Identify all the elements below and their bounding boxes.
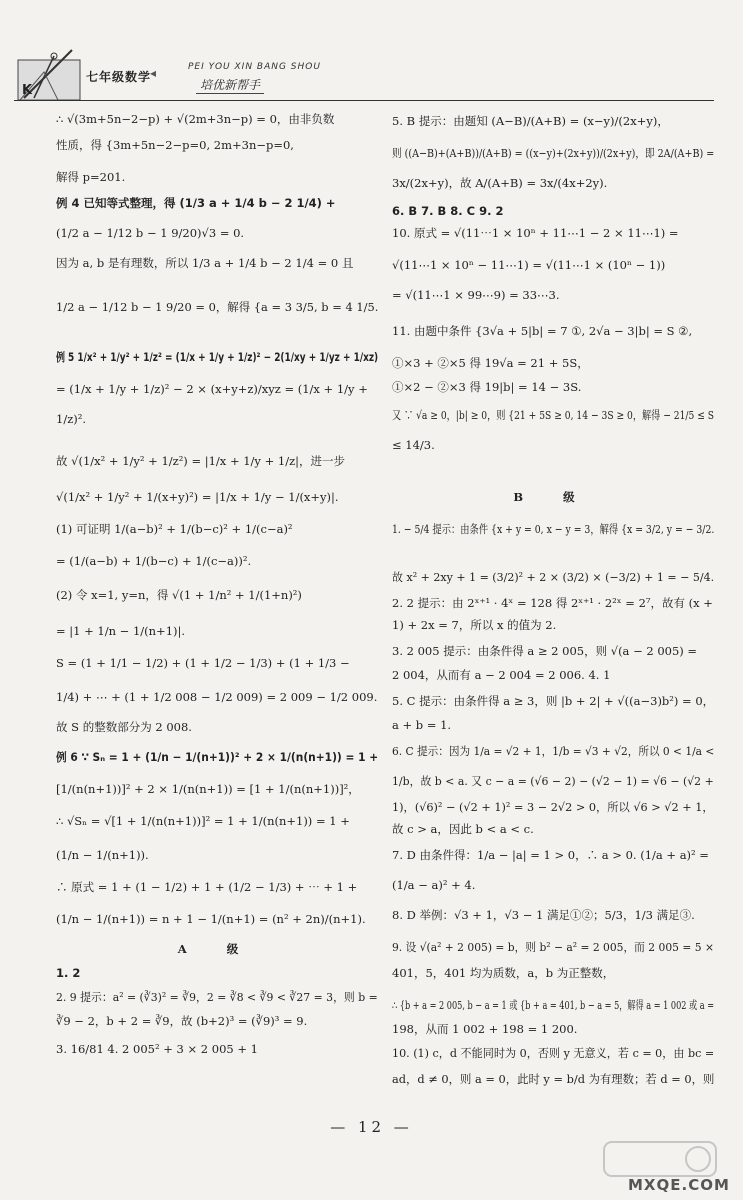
page-number: — 12 — [330, 1118, 413, 1136]
series-pinyin: PEI YOU XIN BANG SHOU [188, 62, 321, 72]
text-line: 又 ∵ √a ≥ 0，|b| ≥ 0，则 {21 + 5S ≥ 0, 14 − 3S ≥ 0，解得 − 21/5 ≤ S [392, 408, 715, 422]
grade-label: 七年级数学 [86, 70, 152, 84]
section-title-a: A 级 [177, 942, 257, 956]
text-line: 5. C 提示：由条件得 a ≥ 3，则 |b + 2| + √((a−3)b²) = 0， [392, 694, 715, 708]
text-line: 7. D 由条件得：1/a − |a| = 1 > 0，∴ a > 0. (1/a + a)² = [392, 848, 709, 862]
text-line: 1) + 2x = 7，所以 x 的值为 2. [392, 618, 557, 632]
text-line: [1/(n(n+1))]² + 2 × 1/(n(n+1)) = [1 + 1/(n(n+1))]²， [56, 782, 360, 796]
text-line: 1/2 a − 1/12 b − 1 9/20 = 0，解得 {a = 3 3/5, b = 4 1/5. [56, 300, 379, 314]
text-line: (1/2 a − 1/12 b − 1 9/20)√3 = 0. [56, 226, 245, 240]
text-line: ∛9 − 2，b + 2 = ∛9，故 (b+2)³ = (∛9)³ = 9. [56, 1014, 308, 1028]
text-line: 则 ((A−B)+(A+B))/(A+B) = ((x−y)+(2x+y))/(2x+y)，即 2A/(A+B) = [392, 146, 715, 160]
text-line: √(11⋯1 × 10ⁿ − 11⋯1) = √(11⋯1 × (10ⁿ − 1)) [392, 258, 666, 272]
page-header [14, 44, 714, 110]
text-line: S = (1 + 1/1 − 1/2) + (1 + 1/2 − 1/3) + (1 + 1/3 − [56, 656, 350, 670]
text-line: 例 5 1/x² + 1/y² + 1/z² = (1/x + 1/y + 1/z)² − 2(1/xy + 1/yz + 1/xz) [56, 350, 379, 364]
section-title-b: B 级 [513, 490, 593, 504]
text-line: ①×3 + ②×5 得 19√a = 21 + 5S， [392, 356, 589, 370]
series-title: 培优新帮手 [196, 76, 264, 94]
text-line: (2) 令 x=1, y=n，得 √(1 + 1/n² + 1/(1+n)²) [56, 588, 302, 602]
text-line: 1. − 5/4 提示：由条件 {x + y = 0, x − y = 3，解得 {x = 3/2, y = − 3/2. [392, 522, 715, 536]
header-arrow-icon: ◂ [150, 66, 157, 80]
text-line: (1) 可证明 1/(a−b)² + 1/(b−c)² + 1/(c−a)² [56, 522, 293, 536]
text-line: 故 x² + 2xy + 1 = (3/2)² + 2 × (3/2) × (−3/2) + 1 = − 5/4. [392, 570, 715, 584]
text-line: 2. 9 提示：a² = (∛3)² = ∛9，2 = ∛8 < ∛9 < ∛27 = 3，则 b = [56, 990, 378, 1004]
text-line: 解得 p=201. [56, 170, 126, 184]
text-line: ∴ {b + a = 2 005, b − a = 1 或 {b + a = 401, b − a = 5，解得 a = 1 002 或 a = [392, 998, 715, 1012]
text-line: 故 c > a，因此 b < a < c. [392, 822, 534, 836]
text-line: 1)，(√6)² − (√2 + 1)² = 3 − 2√2 > 0，所以 √6 > √2 + 1， [392, 800, 714, 814]
text-line: 8. D 举例：√3 + 1，√3 − 1 满足①②；5/3，1/3 满足③. [392, 908, 695, 922]
text-line: 5. B 提示：由题知 (A−B)/(A+B) = (x−y)/(2x+y)， [392, 114, 669, 128]
text-line: = |1 + 1/n − 1/(n+1)|. [56, 624, 186, 638]
text-line: 9. 设 √(a² + 2 005) = b，则 b² − a² = 2 005，而 2 005 = 5 × [392, 940, 714, 954]
text-line: 因为 a, b 是有理数，所以 1/3 a + 1/4 b − 2 1/4 = 0 且 [56, 256, 354, 270]
text-line: 性质，得 {3m+5n−2−p=0, 2m+3n−p=0, [56, 138, 294, 152]
text-line: 2 004，从而有 a − 2 004 = 2 006. 4. 1 [392, 668, 611, 682]
text-line: (1/n − 1/(n+1)). [56, 848, 149, 862]
watermark-text: MXQE.COM [628, 1176, 730, 1194]
text-line: a + b = 1. [392, 718, 452, 732]
text-line: (1/a − a)² + 4. [392, 878, 476, 892]
text-line: (1/n − 1/(n+1)) = n + 1 − 1/(n+1) = (n² + 2n)/(n+1). [56, 912, 366, 926]
text-line: = (1/(a−b) + 1/(b−c) + 1/(c−a))². [56, 554, 252, 568]
text-line: 3. 2 005 提示：由条件得 a ≥ 2 005，则 √(a − 2 005) = [392, 644, 698, 658]
text-line: 故 S 的整数部分为 2 008. [56, 720, 192, 734]
text-line: 例 6 ∵ Sₙ = 1 + (1/n − 1/(n+1))² + 2 × 1/(n(n+1)) = 1 + [56, 750, 379, 764]
text-line: 10. 原式 = √(11⋯1 × 10ⁿ + 11⋯1 − 2 × 11⋯1) = [392, 226, 679, 240]
text-line: √(1/x² + 1/y² + 1/(x+y)²) = |1/x + 1/y − 1/(x+y)|. [56, 490, 339, 504]
svg-text:K: K [22, 83, 33, 98]
text-line: 3. 16/81 4. 2 005² + 3 × 2 005 + 1 [56, 1042, 258, 1056]
text-line: 3x/(2x+y)，故 A/(A+B) = 3x/(4x+2y). [392, 176, 608, 190]
text-line: 11. 由题中条件 {3√a + 5|b| = 7 ①, 2√a − 3|b| = S ②, [392, 324, 693, 338]
text-line: 故 √(1/x² + 1/y² + 1/z²) = |1/x + 1/y + 1/z|，进一步 [56, 454, 345, 468]
text-line: 6. C 提示：因为 1/a = √2 + 1，1/b = √3 + √2，所以 0 < 1/a < [392, 744, 715, 758]
text-line: 例 4 已知等式整理，得 (1/3 a + 1/4 b − 2 1/4) + [56, 196, 336, 210]
text-line: ≤ 14/3. [392, 438, 435, 452]
text-line: 401，5，401 均为质数，a，b 为正整数， [392, 966, 615, 980]
text-line: 10. (1) c，d 不能同时为 0，否则 y 无意义，若 c = 0，由 bc = [392, 1046, 715, 1060]
header-rule [14, 100, 714, 101]
text-line: ∴ √Sₙ = √[1 + 1/(n(n+1))]² = 1 + 1/(n(n+1)) = 1 + [56, 814, 350, 828]
text-line: ∴ √(3m+5n−2−p) + √(2m+3n−p) = 0，由非负数 [56, 112, 335, 126]
text-line: = √(11⋯1 × 99⋯9) = 33⋯3. [392, 288, 560, 302]
text-line: 2. 2 提示：由 2ˣ⁺¹ · 4ˣ = 128 得 2ˣ⁺¹ · 2²ˣ = 2⁷，故有 (x + [392, 596, 713, 610]
text-line: 198，从而 1 002 + 198 = 1 200. [392, 1022, 578, 1036]
text-line: ad，d ≠ 0，则 a = 0，此时 y = b/d 为有理数；若 d = 0，则 [392, 1072, 715, 1086]
text-line: 1. 2 [56, 966, 81, 980]
text-line: 1/z)². [56, 412, 87, 426]
text-line: 6. B 7. B 8. C 9. 2 [392, 204, 504, 218]
text-line: 1/b，故 b < a. 又 c − a = (√6 − 2) − (√2 − 1) = √6 − (√2 + [392, 774, 714, 788]
text-line: ∴ 原式 = 1 + (1 − 1/2) + 1 + (1/2 − 1/3) + ⋯ + 1 + [56, 880, 358, 894]
text-line: 1/4) + ⋯ + (1 + 1/2 008 − 1/2 009) = 2 009 − 1/2 009. [56, 690, 378, 704]
text-line: = (1/x + 1/y + 1/z)² − 2 × (x+y+z)/xyz = (1/x + 1/y + [56, 382, 368, 396]
text-line: ①×2 − ②×3 得 19|b| = 14 − 3S. [392, 380, 582, 394]
